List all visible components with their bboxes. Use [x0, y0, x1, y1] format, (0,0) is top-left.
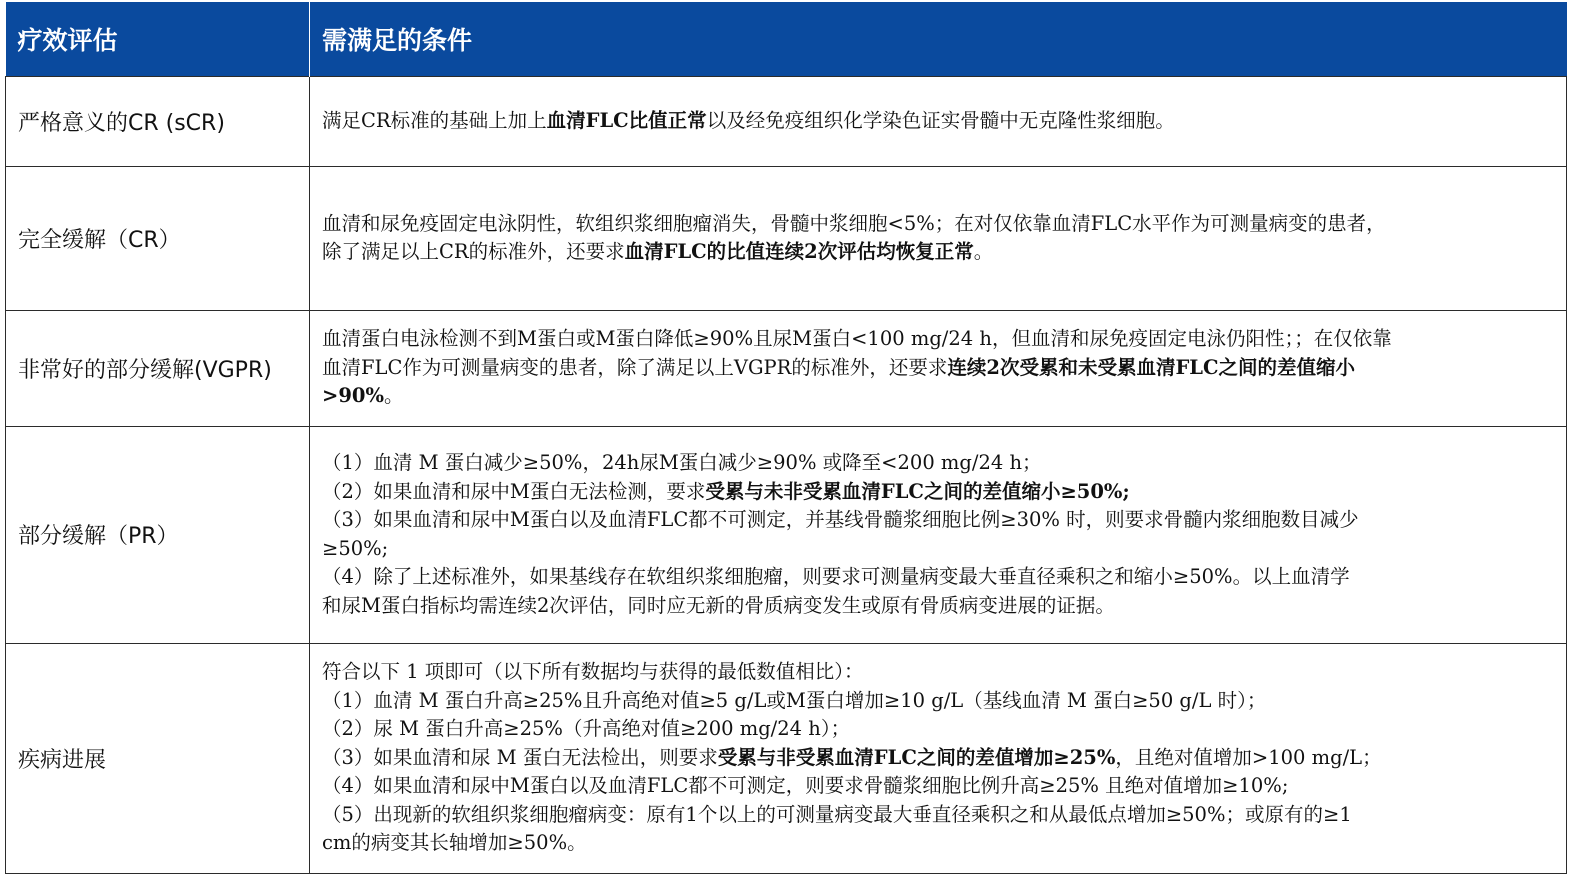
text-segment: （3）如果血清和尿 M 蛋白无法检出，则要求	[322, 745, 718, 769]
text-segment: ，且绝对值增加>100 mg/L；	[1115, 745, 1382, 769]
text-line: 和尿M蛋白指标均需连续2次评估，同时应无新的骨质病变发生或原有骨质病变进展的证据。	[322, 593, 1115, 617]
text-line: （2）尿 M 蛋白升高≥25%（升高绝对值≥200 mg/24 h）；	[322, 717, 851, 741]
text-segment: 。	[384, 384, 404, 408]
row-label-pd: 疾病进展	[6, 643, 310, 873]
text-line: 血清和尿免疫固定电泳阴性，软组织浆细胞瘤消失，骨髓中浆细胞<5%；在对仅依靠血清FLC水平作为可测量病变的患者，	[322, 211, 1386, 235]
bold-emphasis: 连续2次受累和未受累血清FLC之间的差值缩小	[947, 355, 1356, 379]
text-line: （1）血清 M 蛋白升高≥25%且升高绝对值≥5 g/L或M蛋白增加≥10 g/L（基线血清 M 蛋白≥50 g/L 时）；	[322, 688, 1267, 712]
text-segment: 以及经免疫组织化学染色证实骨髓中无克隆性浆细胞。	[706, 108, 1175, 132]
text-line: （5）出现新的软组织浆细胞瘤病变：原有1个以上的可测量病变最大垂直径乘积之和从最低点增加≥50%；或原有的≥1	[322, 802, 1352, 826]
bold-emphasis: >90%	[322, 384, 385, 408]
text-line: （4）如果血清和尿中M蛋白以及血清FLC都不可测定，则要求骨髓浆细胞比例升高≥25% 且绝对值增加≥10%;	[322, 774, 1289, 798]
table-row	[6, 310, 1567, 426]
table-row	[6, 76, 1567, 166]
row-label-pr: 部分缓解（PR）	[6, 426, 310, 643]
text-segment: 。	[973, 240, 994, 263]
header-required-conditions: 需满足的条件	[310, 2, 1567, 76]
bold-emphasis: 受累与非受累血清FLC之间的差值增加≥25%	[717, 745, 1116, 769]
text-line: 符合以下 1 项即可（以下所有数据均与获得的最低数值相比）：	[322, 660, 864, 684]
header-response-evaluation: 疗效评估	[6, 2, 310, 76]
text-line: ≥50%;	[322, 536, 389, 560]
text-line: （4）除了上述标准外，如果基线存在软组织浆细胞瘤，则要求可测量病变最大垂直径乘积之和缩小≥50%。以上血清学	[322, 565, 1350, 588]
row-label-cr: 完全缓解（CR）	[6, 166, 310, 310]
text-segment: （2）如果血清和尿中M蛋白无法检测，要求	[322, 479, 706, 503]
row-content-cr	[310, 166, 1567, 310]
text-segment: 除了满足以上CR的标准外，还要求	[322, 240, 625, 263]
text-line: cm的病变其长轴增加≥50%。	[322, 831, 587, 855]
text-segment: 满足CR标准的基础上加上	[322, 108, 547, 132]
bold-emphasis: 血清FLC比值正常	[546, 108, 707, 132]
row-label-vgpr: 非常好的部分缓解(VGPR)	[6, 310, 310, 426]
text-line: 血清蛋白电泳检测不到M蛋白或M蛋白降低≥90%且尿M蛋白<100 mg/24 h，但血清和尿免疫固定电泳仍阳性；；在仅依靠	[322, 327, 1392, 351]
row-label-scr: 严格意义的CR (sCR)	[6, 76, 310, 166]
table-row	[6, 426, 1567, 643]
bold-emphasis: 血清FLC的比值连续2次评估均恢复正常	[624, 240, 974, 263]
table-row	[6, 643, 1567, 873]
table-header-row	[6, 2, 1567, 76]
row-content-scr	[310, 76, 1567, 166]
row-content-vgpr	[310, 310, 1567, 426]
response-criteria-table	[5, 2, 1567, 874]
text-segment: 血清FLC作为可测量病变的患者，除了满足以上VGPR的标准外，还要求	[322, 355, 948, 379]
bold-emphasis: 受累与未非受累血清FLC之间的差值缩小≥50%;	[705, 479, 1130, 503]
row-content-pd	[310, 643, 1567, 873]
table-row	[6, 166, 1567, 310]
text-line: （1）血清 M 蛋白减少≥50%，24h尿M蛋白减少≥90% 或降至<200 mg/24 h；	[322, 451, 1042, 474]
text-line: （3）如果血清和尿中M蛋白以及血清FLC都不可测定，并基线骨髓浆细胞比例≥30% 时，则要求骨髓内浆细胞数目减少	[322, 508, 1359, 531]
row-content-pr	[310, 426, 1567, 643]
